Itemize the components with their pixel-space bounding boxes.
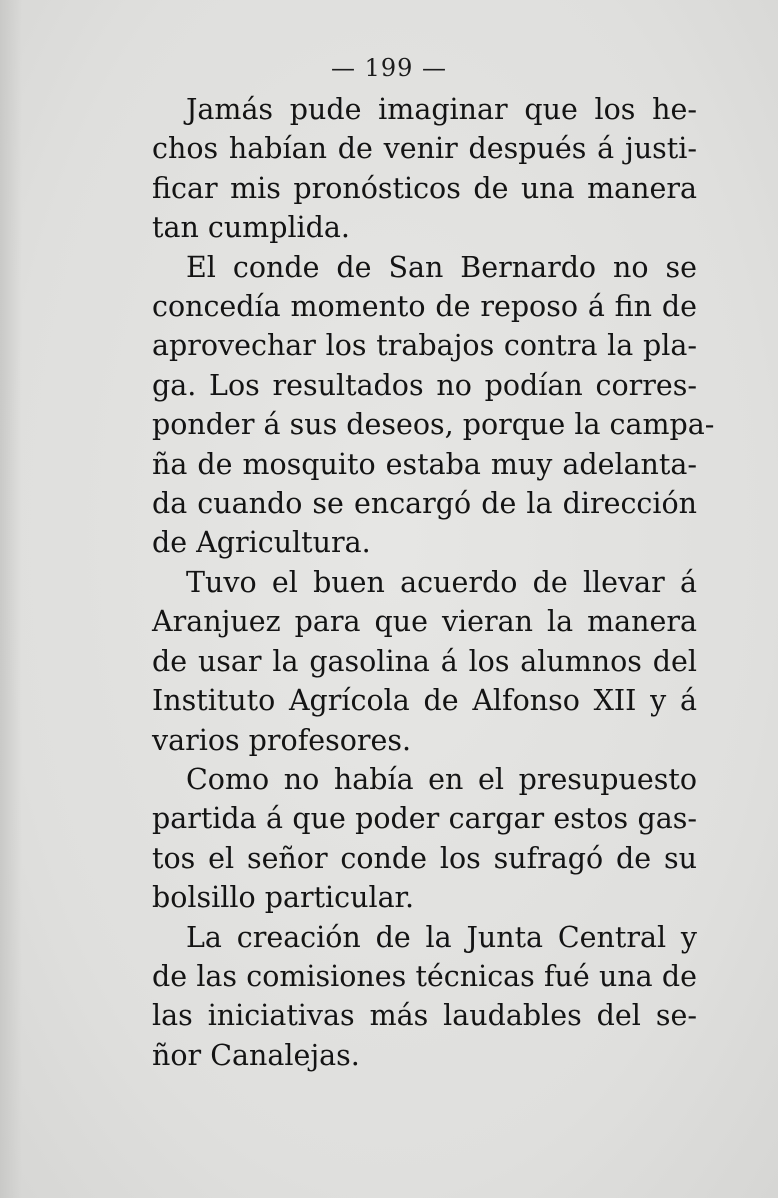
text-line: de las comisiones técnicas fué una de	[152, 959, 697, 993]
paragraph-3	[152, 563, 697, 760]
text-line: varios profesores.	[152, 723, 412, 757]
text-line: Tuvo el buen acuerdo de llevar á	[186, 565, 697, 599]
text-line: La creación de la Junta Central y	[186, 920, 697, 954]
text-line: ña de mosquito estaba muy adelanta-	[152, 447, 697, 481]
text-line: ñor Canalejas.	[152, 1038, 360, 1072]
paragraph-5	[152, 918, 697, 1076]
text-line: aprovechar los trabajos contra la pla-	[152, 329, 697, 363]
text-line: Aranjuez para que vieran la manera	[152, 605, 697, 639]
text-line: ga. Los resultados no podían corres-	[152, 368, 697, 402]
text-line: Instituto Agrícola de Alfonso XII y á	[152, 684, 697, 718]
text-line: da cuando se encargó de la dirección	[152, 487, 697, 521]
page-edge-shadow	[0, 0, 22, 1198]
page-number: — 199 —	[330, 54, 448, 82]
text-line: de Agricultura.	[152, 526, 371, 560]
text-line: las iniciativas más laudables del se-	[152, 999, 697, 1033]
paragraph-4	[152, 760, 697, 918]
text-line: Jamás pude imaginar que los he-	[186, 93, 697, 126]
paragraph-2	[152, 248, 715, 563]
text-line: de usar la gasolina á los alumnos del	[152, 644, 697, 678]
text-line: tan cumplida.	[152, 211, 350, 245]
text-line: tos el señor conde los sufragó de su	[152, 841, 697, 875]
text-line: Como no había en el presupuesto	[186, 762, 697, 796]
body-text	[152, 90, 715, 1075]
text-line: ficar mis pronósticos de una manera	[152, 171, 697, 205]
text-line: concedía momento de reposo á fin de	[152, 290, 697, 324]
text-line: bolsillo particular.	[152, 881, 415, 915]
text-line: ponder á sus deseos, porque la campa-	[152, 408, 715, 442]
text-line: chos habían de venir después á justi-	[152, 132, 697, 166]
paragraph-1	[152, 90, 697, 248]
text-line: partida á que poder cargar estos gas-	[152, 802, 697, 836]
text-line: El conde de San Bernardo no se	[186, 250, 697, 284]
